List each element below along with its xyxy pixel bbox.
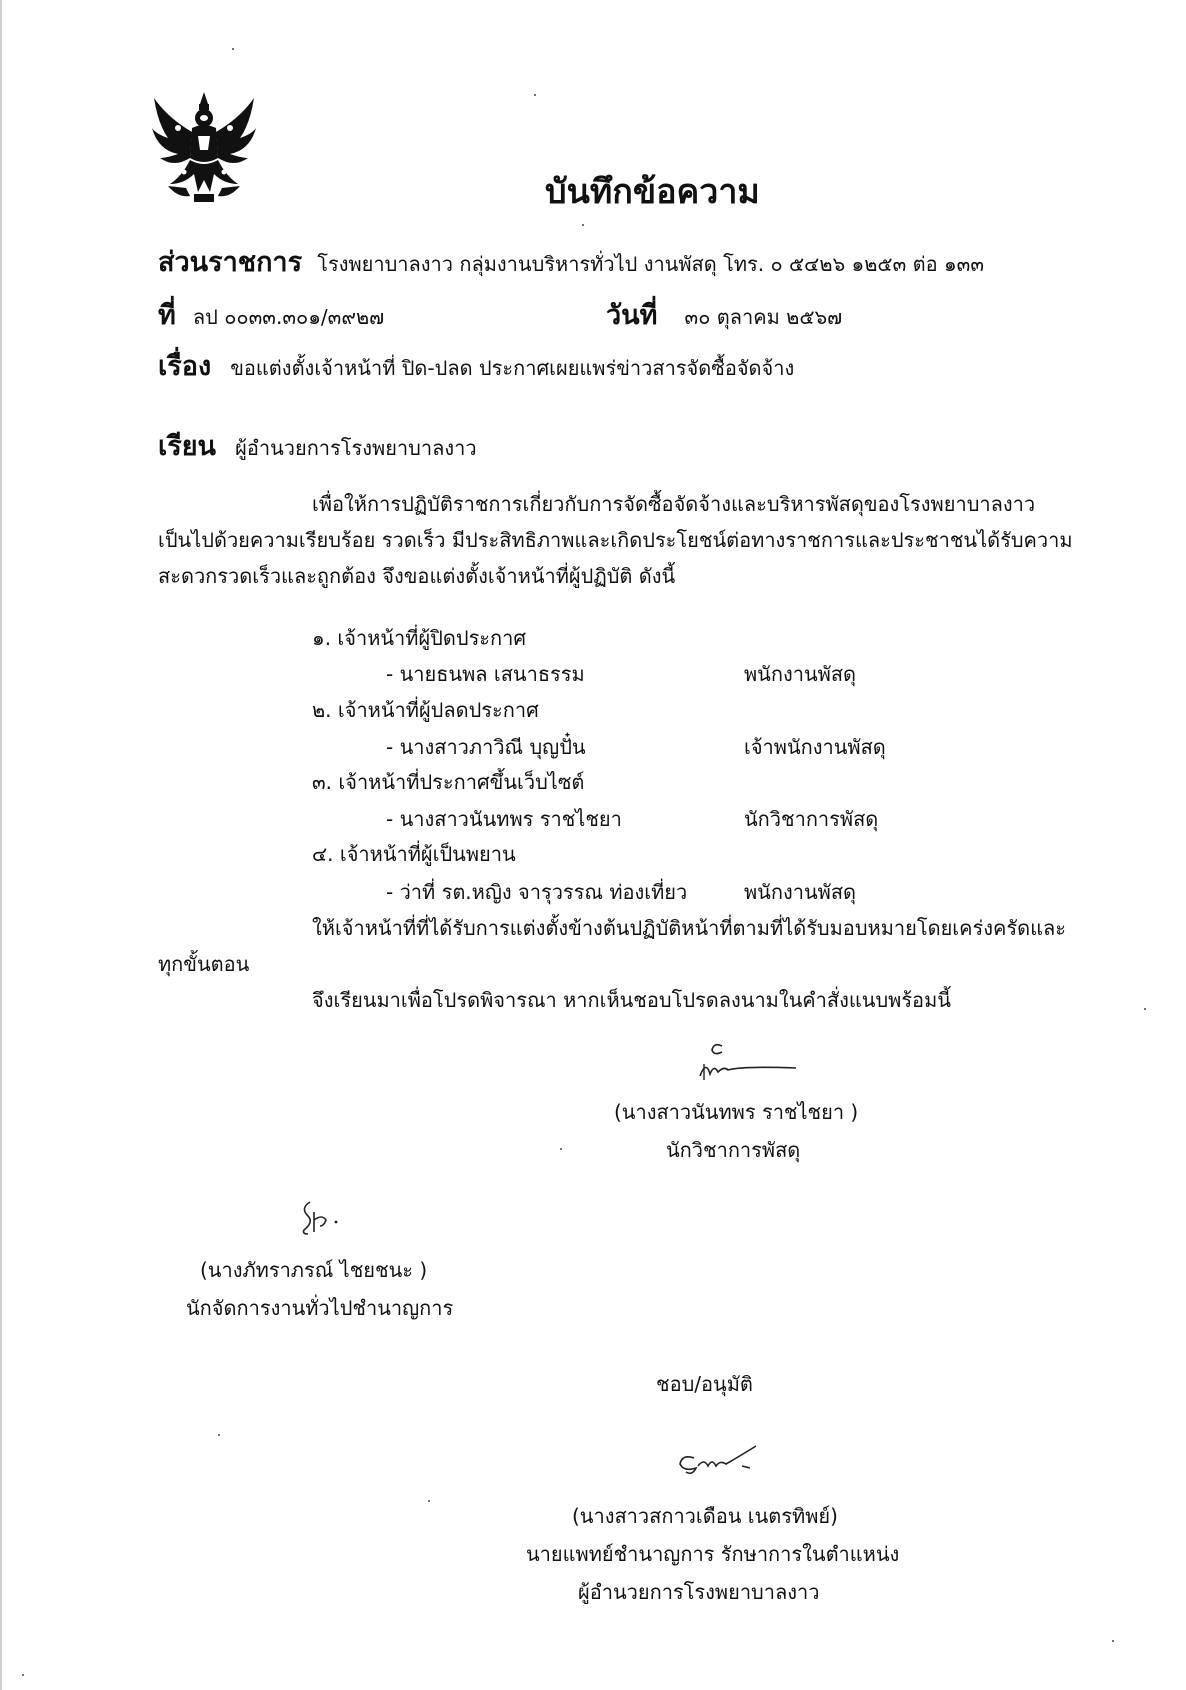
garuda-emblem-icon (148, 88, 260, 208)
director-title-line-2: ผู้อำนวยการโรงพยาบาลงาว (578, 1580, 820, 1604)
assignment-name: - นางสาวนันทพร ราชไชยา (386, 807, 622, 831)
director-title-line-1: นายแพทย์ชำนาญการ รักษาการในตำแหน่ง (526, 1542, 900, 1566)
assignment-name: - นางสาวภาวิณี บุญปั๋น (386, 735, 586, 759)
assignment-heading: ๓. เจ้าหน้าที่ประกาศขึ้นเว็บไซต์ (312, 770, 585, 794)
supervisor-title: นักจัดการงานทั่วไปชำนาญการ (186, 1296, 454, 1320)
scan-speck (582, 224, 584, 226)
assignment-position: นักวิชาการพัสดุ (744, 807, 879, 831)
scan-speck (560, 1148, 562, 1150)
assignment-heading: ๔. เจ้าหน้าที่ผู้เป็นพยาน (312, 842, 516, 866)
paragraph-2-line-1: ให้เจ้าหน้าที่ที่ได้รับการแต่งตั้งข้างต้นปฏิบัติหน้าที่ตามที่ได้รับมอบหมายโดยเคร่งครัดและ (312, 916, 1067, 940)
supervisor-signature (296, 1196, 356, 1240)
date-value: ๓๐ ตุลาคม ๒๕๖๗ (684, 305, 843, 329)
assignment-heading: ๒. เจ้าหน้าที่ผู้ปลดประกาศ (312, 698, 539, 722)
memo-title: บันทึกข้อความ (545, 172, 760, 212)
paragraph-1-line-2: เป็นไปด้วยความเรียบร้อย รวดเร็ว มีประสิทธิภาพและเกิดประโยชน์ต่อทางราชการและประชาชนได้รับความ (158, 528, 1073, 552)
officer-title: นักวิชาการพัสดุ (666, 1138, 801, 1162)
officer-name: (นางสาวนันทพร ราชไชยา ) (614, 1100, 859, 1124)
subject-value: ขอแต่งตั้งเจ้าหน้าที่ ปิด-ปลด ประกาศเผยแพร่ข่าวสารจัดซื้อจัดจ้าง (230, 356, 795, 380)
to-label: เรียน (158, 431, 217, 462)
director-name: (นางสาวสกาวเดือน เนตรทิพย์) (572, 1504, 838, 1528)
subject-label: เรื่อง (158, 351, 212, 382)
scan-speck (1144, 1008, 1146, 1010)
supervisor-name: (นางภัทราภรณ์ ไชยชนะ ) (200, 1258, 428, 1282)
assignment-heading: ๑. เจ้าหน้าที่ผู้ปิดประกาศ (312, 626, 527, 650)
assignment-position: พนักงานพัสดุ (744, 662, 857, 686)
scan-speck (232, 48, 234, 50)
salutation-row (158, 424, 477, 467)
scan-speck (428, 1500, 430, 1502)
ref-label: ที่ (158, 300, 176, 331)
scan-speck (1112, 1640, 1114, 1642)
assignment-position: เจ้าพนักงานพัสดุ (744, 735, 886, 759)
date-label: วันที่ (606, 300, 658, 331)
director-signature (672, 1438, 782, 1482)
agency-label: ส่วนราชการ (158, 247, 303, 278)
agency-row (158, 240, 984, 283)
officer-signature (692, 1036, 802, 1086)
paragraph-1-line-3: สะดวกรวดเร็วและถูกต้อง จึงขอแต่งตั้งเจ้าหน้าที่ผู้ปฏิบัติ ดังนี้ (158, 564, 676, 588)
to-value: ผู้อำนวยการโรงพยาบาลงาว (235, 436, 477, 460)
paragraph-3: จึงเรียนมาเพื่อโปรดพิจารณา หากเห็นชอบโปรดลงนามในคำสั่งแนบพร้อมนี้ (312, 988, 951, 1012)
ref-value: ลป ๐๐๓๓.๓๐๑/๓๙๒๗ (192, 305, 385, 329)
assignment-name: - ว่าที่ รต.หญิง จารุวรรณ ท่องเที่ยว (386, 880, 688, 904)
scan-edge (0, 0, 2, 1690)
assignment-position: พนักงานพัสดุ (744, 880, 857, 904)
scan-speck (22, 1674, 24, 1676)
paragraph-1-line-1: เพื่อให้การปฏิบัติราชการเกี่ยวกับการจัดซื้อจัดจ้างและบริหารพัสดุของโรงพยาบาลงาว (312, 492, 1036, 516)
paragraph-2-line-2: ทุกขั้นตอน (158, 952, 250, 976)
date-row (606, 293, 842, 336)
scan-speck (218, 1434, 220, 1436)
ref-row (158, 293, 384, 336)
scan-speck (534, 94, 536, 96)
approval-text: ชอบ/อนุมัติ (656, 1372, 753, 1396)
subject-row (158, 344, 794, 387)
agency-value: โรงพยาบาลงาว กลุ่มงานบริหารทั่วไป งานพัสดุ โทร. ๐ ๕๔๒๖ ๑๒๕๓ ต่อ ๑๓๓ (317, 252, 984, 276)
assignment-name: - นายธนพล เสนาธรรม (386, 662, 585, 686)
